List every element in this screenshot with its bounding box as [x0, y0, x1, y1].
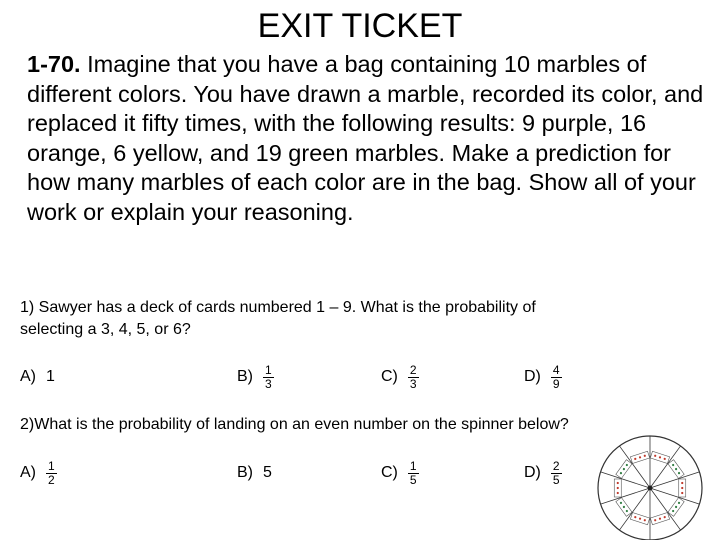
question-2: 2)What is the probability of landing on an even number on the spinner below?	[20, 416, 569, 433]
q1-choice-d[interactable]	[524, 357, 562, 397]
denominator: 5	[552, 472, 560, 487]
numerator: 2	[552, 458, 560, 473]
spinner-dot	[617, 487, 619, 489]
question-1-line-2: selecting a 3, 4, 5, or 6?	[20, 321, 191, 338]
fraction	[408, 364, 419, 391]
spinner-image	[592, 432, 710, 540]
q2-choice-a[interactable]	[20, 453, 57, 493]
numerator: 1	[265, 362, 272, 377]
spinner-dot	[681, 492, 683, 494]
q1-choice-c[interactable]	[381, 357, 419, 397]
numerator: 1	[48, 458, 55, 473]
denominator: 2	[48, 472, 55, 487]
fraction	[408, 460, 419, 487]
spinner-wedges	[598, 436, 702, 540]
choice-label: C)	[381, 464, 398, 481]
choice-label: B)	[237, 464, 253, 481]
fraction	[551, 460, 562, 487]
numerator: 1	[409, 458, 417, 473]
spinner-dot	[681, 487, 683, 489]
denominator: 5	[409, 472, 417, 487]
denominator: 3	[409, 376, 417, 391]
q1-choice-a[interactable]	[20, 357, 55, 397]
denominator: 9	[552, 376, 560, 391]
page-title: EXIT TICKET	[257, 7, 463, 45]
q2-choice-b[interactable]	[237, 453, 272, 493]
problem-number: 1-70.	[27, 51, 81, 77]
q1-choice-b[interactable]	[237, 357, 274, 397]
q2-choice-d[interactable]	[524, 453, 562, 493]
fraction	[263, 364, 274, 391]
problem-text: Imagine that you have a bag containing 10 marbles of different colors. You have drawn a marble, recorded its color, and replaced it fifty times, with the following results: 9 purple, 16 orange, 6 yellow, and 19 green marbles. Make a prediction for how many marbles of each color are in the bag. Show all of your work or explain your reasoning.	[27, 51, 704, 225]
choice-label: D)	[524, 368, 541, 385]
numerator: 2	[409, 362, 417, 377]
choice-label: A)	[20, 464, 36, 481]
denominator: 3	[265, 376, 272, 391]
q2-choice-c[interactable]	[381, 453, 419, 493]
spinner-hub	[648, 486, 653, 491]
choice-label: D)	[524, 464, 541, 481]
spinner-dot	[617, 492, 619, 494]
question-1-line-1: 1) Sawyer has a deck of cards numbered 1 – 9. What is the probability of	[20, 299, 536, 316]
spinner-dot	[617, 482, 619, 484]
problem-paragraph	[27, 50, 717, 227]
choice-value: 1	[46, 368, 55, 385]
spinner-dot	[681, 482, 683, 484]
choice-value: 5	[263, 464, 272, 481]
fraction	[551, 364, 562, 391]
numerator: 4	[552, 362, 560, 377]
fraction	[46, 460, 57, 487]
choice-label: B)	[237, 368, 253, 385]
choice-label: C)	[381, 368, 398, 385]
choice-label: A)	[20, 368, 36, 385]
